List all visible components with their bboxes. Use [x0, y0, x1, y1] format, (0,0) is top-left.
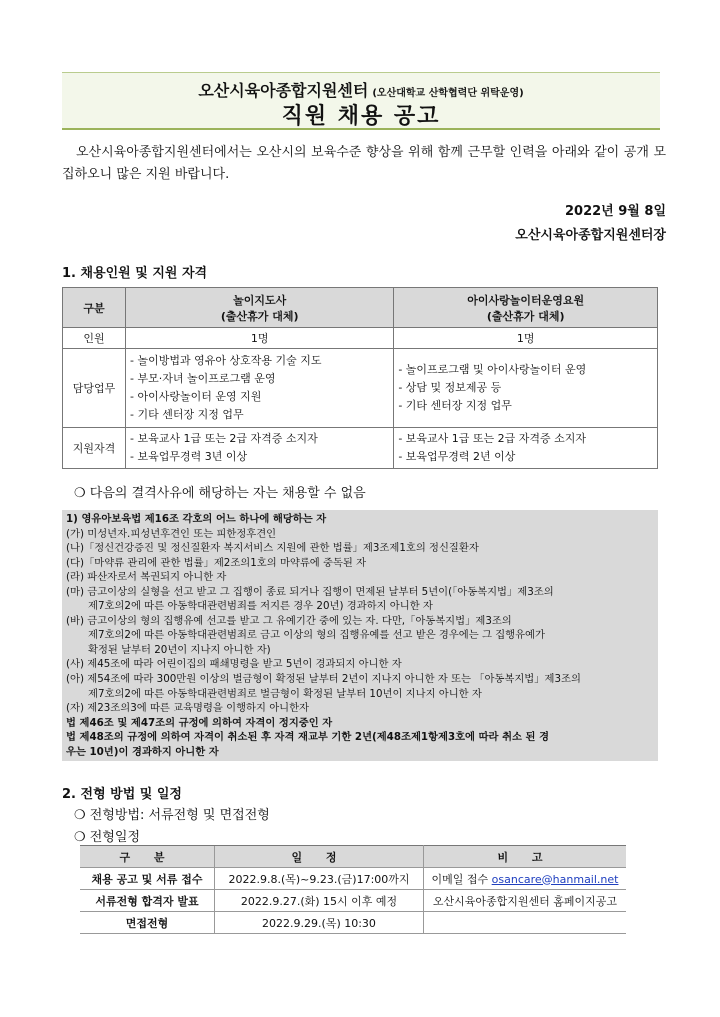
schedule-note: 이메일 접수 [431, 872, 489, 886]
exclusion-line: (아) 제54조에 따라 300만원 이상의 벌금형이 확정된 날부터 2년이 지나지 아니한 자 또는 「아동복지법」제3조의 [66, 673, 581, 686]
exclusion-line: (마) 금고이상의 실형을 선고 받고 그 집행이 종료 되거나 집행이 면제된 날부터 5년이(「아동복지법」제3조의 [66, 585, 554, 598]
schedule-row: 면접전형 2022.9.29.(목) 10:30 [80, 912, 626, 934]
schedule-row: 채용 공고 및 서류 접수 2022.9.8.(목)~9.23.(금)17:00까지 이메일 접수 osancare@hanmail.net [80, 868, 626, 890]
notice-issuer: 오산시육아종합지원센터장 [515, 228, 666, 243]
page-title: 직원 채용 공고 [281, 104, 441, 129]
exclusion-line: 제7호의2에 따른 아동학대관련범죄를 저지른 경우 20년) 경과하지 아니한 자 [88, 600, 433, 613]
schedule-header-item: 구 분 [80, 846, 215, 868]
row-label-qualifications: 지원자격 [63, 428, 126, 469]
exclusion-note: ❍ 다음의 결격사유에 해당하는 자는 채용할 수 없음 [74, 486, 366, 501]
exclusion-line: (바) 금고이상의 형의 집행유예 선고를 받고 그 유예기간 중에 있는 자. 다만,「아동복지법」제3조의 [66, 614, 512, 627]
section-1-title: 1. 채용인원 및 지원 자격 [62, 266, 208, 281]
exclusion-line: (자) 제23조의3에 따른 교육명령을 이행하지 아니한자 [66, 702, 309, 715]
exclusion-line: 법 제48조의 규정에 의하여 자격이 취소된 후 자격 재교부 기한 2년(제48조제1항제3호에 따라 취소 된 경 [66, 731, 550, 744]
position-header-1: 놀이지도사 (출산휴가 대체) [126, 288, 394, 328]
exclusion-line: (나)「정신건강증진 및 정신질환자 복지서비스 지원에 관한 법률」제3조제1호의 정신질환자 [66, 542, 479, 555]
exclusion-line: 확정된 날부터 20년이 지나지 아니한 자) [88, 643, 271, 656]
exclusion-line: 1) 영유아보육법 제16조 각호의 어느 하나에 해당하는 자 [66, 513, 327, 525]
org-sub: (오산대학교 산학협력단 위탁운영) [372, 88, 524, 99]
exclusion-line: (라) 파산자로서 복권되지 아니한 자 [66, 571, 227, 584]
exclusion-line: 제7호의2에 따른 아동학대관련범죄로 벌금형이 확정된 날부터 10년이 지나지 아니한 자 [88, 687, 482, 700]
notice-date: 2022년 9월 8일 [565, 204, 666, 219]
schedule-label: ❍ 전형일정 [74, 830, 141, 845]
notice-header [62, 72, 660, 130]
exclusion-line: 제7호의2에 따른 아동학대관련범죄로 금고 이상의 형의 집행유예를 선고 받은 경우에는 그 집행유예가 [88, 629, 545, 642]
qual-list-1: - 보육교사 1급 또는 2급 자격증 소지자 - 보육업무경력 3년 이상 [126, 428, 394, 469]
recruitment-table [62, 287, 658, 469]
position-header-2: 아이사랑놀이터운영요원 (출산휴가 대체) [394, 288, 658, 328]
org-line [62, 78, 660, 101]
col-header-category: 구분 [63, 288, 126, 328]
org-name: 오산시육아종합지원센터 [198, 81, 369, 100]
section-2-title: 2. 전형 방법 및 일정 [62, 787, 182, 802]
exclusion-line: (사) 제45조에 따라 어린이집의 패쇄명령을 받고 5년이 경과되지 아니한 자 [66, 658, 402, 671]
intro-paragraph: 오산시육아종합지원센터에서는 오산시의 보육수준 향상을 위해 함께 근무할 인력을 아래와 같이 공개 모집하오니 많은 지원 바랍니다. [62, 145, 666, 182]
headcount-2: 1명 [394, 328, 658, 349]
exclusion-line: (가) 미성년자.피성년후견인 또는 피한정후견인 [66, 527, 277, 540]
exclusion-line: 법 제46조 및 제47조의 규정에 의하여 자격이 정지중인 자 [66, 716, 333, 729]
row-label-headcount: 인원 [63, 328, 126, 349]
exclusion-line: (다)「마약류 관리에 관한 법률」제2조의1호의 마약류에 중독된 자 [66, 556, 367, 569]
qual-list-2: - 보육교사 1급 또는 2급 자격증 소지자 - 보육업무경력 2년 이상 [394, 428, 658, 469]
duties-list-1: - 놀이방법과 영유아 상호작용 기술 지도 - 부모·자녀 놀이프로그램 운영 - 아이사랑놀이터 운영 지원 - 기타 센터장 지정 업무 [126, 349, 394, 428]
exclusion-line: 우는 10년)이 경과하지 아니한 자 [66, 745, 219, 758]
exclusion-box [62, 510, 658, 761]
headcount-1: 1명 [126, 328, 394, 349]
schedule-header-note: 비 고 [424, 846, 627, 868]
selection-method: ❍ 전형방법: 서류전형 및 면접전형 [74, 808, 270, 823]
duties-list-2: - 놀이프로그램 및 아이사랑놀이터 운영 - 상담 및 정보제공 등 - 기타 센터장 지정 업무 [394, 349, 658, 428]
schedule-header-date: 일 정 [215, 846, 424, 868]
row-label-duties: 담당업무 [63, 349, 126, 428]
email-link[interactable]: osancare@hanmail.net [491, 872, 619, 886]
schedule-row: 서류전형 합격자 발표 2022.9.27.(화) 15시 이후 예정 오산시육아종합지원센터 홈페이지공고 [80, 890, 626, 912]
schedule-table [80, 845, 626, 934]
